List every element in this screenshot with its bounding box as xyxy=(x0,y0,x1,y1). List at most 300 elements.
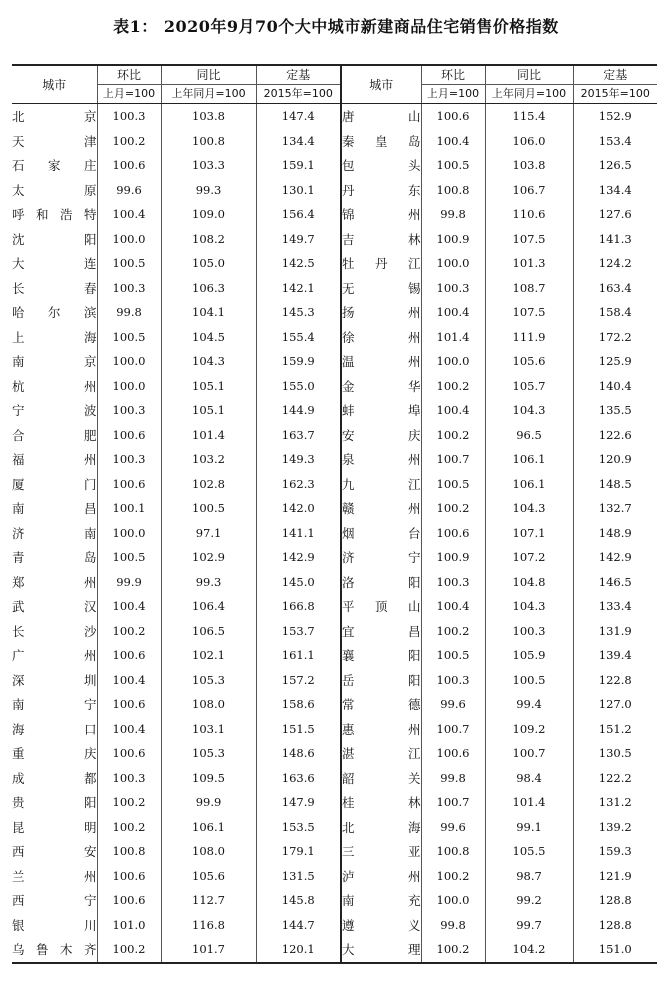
base-yoy-left: 上年同月=100 xyxy=(161,85,256,104)
fixed-value-left: 131.5 xyxy=(256,864,341,889)
fixed-value-right: 120.9 xyxy=(573,447,657,472)
city-name-right: 金华 xyxy=(341,374,421,399)
mom-value-left: 100.1 xyxy=(97,496,161,521)
mom-value-right: 100.2 xyxy=(421,496,485,521)
city-name-right: 大理 xyxy=(341,937,421,963)
fixed-value-right: 153.4 xyxy=(573,129,657,154)
mom-value-left: 100.6 xyxy=(97,741,161,766)
city-name-right: 平顶山 xyxy=(341,594,421,619)
city-name-right: 遵义 xyxy=(341,913,421,938)
city-name-left: 沈阳 xyxy=(12,231,97,247)
mom-value-left: 100.4 xyxy=(97,594,161,619)
table-row xyxy=(12,643,657,668)
table-row xyxy=(12,521,657,546)
table-row xyxy=(12,815,657,840)
yoy-value-left: 105.6 xyxy=(161,864,256,889)
mom-value-left: 100.6 xyxy=(97,153,161,178)
city-name-right: 济宁 xyxy=(341,545,421,570)
yoy-value-left: 108.0 xyxy=(161,839,256,864)
yoy-value-left: 103.8 xyxy=(161,104,256,129)
yoy-value-right: 105.5 xyxy=(485,839,573,864)
table-row xyxy=(12,227,657,252)
yoy-value-left: 105.3 xyxy=(161,741,256,766)
base-fixed-right: 2015年=100 xyxy=(573,85,657,104)
table-title: 表1： 2020年9月70个大中城市新建商品住宅销售价格指数 xyxy=(113,17,559,36)
city-name-right: 锦州 xyxy=(341,202,421,227)
city-name-right: 南充 xyxy=(341,888,421,913)
fixed-value-right: 134.4 xyxy=(573,178,657,203)
yoy-value-right: 98.4 xyxy=(485,766,573,791)
table-row xyxy=(12,545,657,570)
fixed-value-left: 158.6 xyxy=(256,692,341,717)
yoy-value-right: 99.2 xyxy=(485,888,573,913)
mom-value-left: 100.8 xyxy=(97,839,161,864)
mom-value-right: 100.6 xyxy=(421,741,485,766)
city-name-right: 赣州 xyxy=(341,496,421,521)
mom-value-left: 100.6 xyxy=(97,864,161,889)
fixed-value-left: 163.7 xyxy=(256,423,341,448)
yoy-value-left: 103.2 xyxy=(161,447,256,472)
col-header-yoy-left: 同比 xyxy=(161,65,256,85)
city-name-right: 丹东 xyxy=(341,178,421,203)
fixed-value-left: 144.7 xyxy=(256,913,341,938)
city-name-left: 西宁 xyxy=(12,893,97,909)
yoy-value-left: 101.4 xyxy=(161,423,256,448)
yoy-value-right: 100.5 xyxy=(485,668,573,693)
fixed-value-left: 179.1 xyxy=(256,839,341,864)
table-row xyxy=(12,741,657,766)
city-name-right: 三亚 xyxy=(341,839,421,864)
table-row xyxy=(12,325,657,350)
yoy-value-right: 106.0 xyxy=(485,129,573,154)
mom-value-left: 100.2 xyxy=(97,790,161,815)
yoy-value-left: 99.9 xyxy=(161,790,256,815)
city-name-left: 上海 xyxy=(12,329,97,345)
city-name-left: 武汉 xyxy=(12,599,97,615)
mom-value-left: 100.6 xyxy=(97,423,161,448)
header-row xyxy=(12,65,657,85)
yoy-value-right: 104.2 xyxy=(485,937,573,963)
mom-value-right: 100.4 xyxy=(421,594,485,619)
fixed-value-left: 144.9 xyxy=(256,398,341,423)
fixed-value-right: 127.6 xyxy=(573,202,657,227)
fixed-value-right: 148.9 xyxy=(573,521,657,546)
city-name-right: 九江 xyxy=(341,472,421,497)
yoy-value-right: 107.1 xyxy=(485,521,573,546)
fixed-value-right: 122.2 xyxy=(573,766,657,791)
fixed-value-left: 153.7 xyxy=(256,619,341,644)
fixed-value-left: 159.9 xyxy=(256,349,341,374)
fixed-value-left: 153.5 xyxy=(256,815,341,840)
mom-value-left: 100.4 xyxy=(97,717,161,742)
mom-value-left: 100.2 xyxy=(97,619,161,644)
fixed-value-right: 163.4 xyxy=(573,276,657,301)
fixed-value-left: 145.3 xyxy=(256,300,341,325)
city-name-right: 岳阳 xyxy=(341,668,421,693)
city-name-left: 昆明 xyxy=(12,819,97,835)
mom-value-right: 99.8 xyxy=(421,766,485,791)
fixed-value-left: 149.7 xyxy=(256,227,341,252)
mom-value-left: 99.8 xyxy=(97,300,161,325)
city-name-left: 长春 xyxy=(12,280,97,296)
fixed-value-left: 141.1 xyxy=(256,521,341,546)
yoy-value-right: 115.4 xyxy=(485,104,573,129)
yoy-value-left: 106.5 xyxy=(161,619,256,644)
fixed-value-right: 135.5 xyxy=(573,398,657,423)
yoy-value-right: 110.6 xyxy=(485,202,573,227)
city-name-left: 贵阳 xyxy=(12,795,97,811)
city-name-left: 深圳 xyxy=(12,672,97,688)
fixed-value-left: 163.6 xyxy=(256,766,341,791)
city-name-left: 银川 xyxy=(12,917,97,933)
mom-value-left: 100.5 xyxy=(97,251,161,276)
table-row xyxy=(12,447,657,472)
mom-value-right: 101.4 xyxy=(421,325,485,350)
mom-value-left: 100.0 xyxy=(97,349,161,374)
fixed-value-right: 139.4 xyxy=(573,643,657,668)
yoy-value-right: 106.1 xyxy=(485,472,573,497)
mom-value-left: 100.2 xyxy=(97,937,161,963)
fixed-value-left: 142.9 xyxy=(256,545,341,570)
city-name-right: 无锡 xyxy=(341,276,421,301)
mom-value-right: 100.5 xyxy=(421,153,485,178)
fixed-value-right: 128.8 xyxy=(573,913,657,938)
mom-value-right: 100.0 xyxy=(421,349,485,374)
yoy-value-left: 103.3 xyxy=(161,153,256,178)
mom-value-left: 100.6 xyxy=(97,472,161,497)
yoy-value-right: 105.6 xyxy=(485,349,573,374)
fixed-value-left: 134.4 xyxy=(256,129,341,154)
yoy-value-right: 104.8 xyxy=(485,570,573,595)
mom-value-left: 100.3 xyxy=(97,766,161,791)
city-name-left: 宁波 xyxy=(12,403,97,419)
fixed-value-right: 130.5 xyxy=(573,741,657,766)
fixed-value-right: 126.5 xyxy=(573,153,657,178)
col-header-mom-right: 环比 xyxy=(421,65,485,85)
mom-value-right: 100.9 xyxy=(421,545,485,570)
city-name-right: 惠州 xyxy=(341,717,421,742)
table-row xyxy=(12,104,657,129)
yoy-value-left: 100.5 xyxy=(161,496,256,521)
col-header-fixed-left: 定基 xyxy=(256,65,341,85)
mom-value-right: 100.6 xyxy=(421,521,485,546)
mom-value-right: 100.7 xyxy=(421,717,485,742)
fixed-value-left: 142.5 xyxy=(256,251,341,276)
base-yoy-right: 上年同月=100 xyxy=(485,85,573,104)
mom-value-right: 99.8 xyxy=(421,202,485,227)
mom-value-left: 100.3 xyxy=(97,104,161,129)
yoy-value-right: 99.7 xyxy=(485,913,573,938)
fixed-value-left: 166.8 xyxy=(256,594,341,619)
table-row xyxy=(12,178,657,203)
yoy-value-left: 100.8 xyxy=(161,129,256,154)
city-name-right: 北海 xyxy=(341,815,421,840)
mom-value-left: 100.3 xyxy=(97,276,161,301)
table-row xyxy=(12,472,657,497)
fixed-value-left: 155.0 xyxy=(256,374,341,399)
header-base-row xyxy=(12,85,657,104)
fixed-value-left: 156.4 xyxy=(256,202,341,227)
mom-value-right: 100.4 xyxy=(421,300,485,325)
table-row xyxy=(12,668,657,693)
mom-value-right: 100.2 xyxy=(421,937,485,963)
table-body xyxy=(12,104,657,963)
fixed-value-left: 142.1 xyxy=(256,276,341,301)
yoy-value-left: 104.1 xyxy=(161,300,256,325)
yoy-value-right: 96.5 xyxy=(485,423,573,448)
fixed-value-right: 142.9 xyxy=(573,545,657,570)
city-name-right: 扬州 xyxy=(341,300,421,325)
yoy-value-left: 103.1 xyxy=(161,717,256,742)
fixed-value-left: 148.6 xyxy=(256,741,341,766)
fixed-value-right: 125.9 xyxy=(573,349,657,374)
fixed-value-left: 145.0 xyxy=(256,570,341,595)
col-header-fixed-right: 定基 xyxy=(573,65,657,85)
yoy-value-left: 102.8 xyxy=(161,472,256,497)
city-name-right: 包头 xyxy=(341,153,421,178)
mom-value-right: 100.3 xyxy=(421,668,485,693)
yoy-value-right: 106.1 xyxy=(485,447,573,472)
yoy-value-left: 108.2 xyxy=(161,227,256,252)
fixed-value-right: 141.3 xyxy=(573,227,657,252)
mom-value-left: 100.6 xyxy=(97,643,161,668)
city-name-right: 安庆 xyxy=(341,423,421,448)
city-name-right: 洛阳 xyxy=(341,570,421,595)
mom-value-right: 100.5 xyxy=(421,643,485,668)
yoy-value-right: 108.7 xyxy=(485,276,573,301)
city-name-left: 南昌 xyxy=(12,501,97,517)
mom-value-right: 100.6 xyxy=(421,104,485,129)
mom-value-left: 100.6 xyxy=(97,888,161,913)
fixed-value-left: 149.3 xyxy=(256,447,341,472)
city-name-left: 海口 xyxy=(12,721,97,737)
yoy-value-left: 109.5 xyxy=(161,766,256,791)
table-row xyxy=(12,423,657,448)
fixed-value-left: 120.1 xyxy=(256,937,341,963)
city-name-right: 蚌埠 xyxy=(341,398,421,423)
mom-value-left: 100.0 xyxy=(97,521,161,546)
city-name-left: 郑州 xyxy=(12,574,97,590)
yoy-value-left: 105.0 xyxy=(161,251,256,276)
fixed-value-right: 128.8 xyxy=(573,888,657,913)
mom-value-left: 100.5 xyxy=(97,545,161,570)
yoy-value-right: 99.1 xyxy=(485,815,573,840)
yoy-value-right: 111.9 xyxy=(485,325,573,350)
mom-value-right: 100.0 xyxy=(421,251,485,276)
city-name-right: 秦皇岛 xyxy=(341,129,421,154)
table-row xyxy=(12,790,657,815)
mom-value-left: 100.3 xyxy=(97,447,161,472)
city-name-left: 合肥 xyxy=(12,427,97,443)
fixed-value-left: 145.8 xyxy=(256,888,341,913)
mom-value-left: 100.2 xyxy=(97,815,161,840)
fixed-value-right: 121.9 xyxy=(573,864,657,889)
city-name-left: 天津 xyxy=(12,133,97,149)
mom-value-left: 100.4 xyxy=(97,668,161,693)
city-name-left: 重庆 xyxy=(12,746,97,762)
table-row xyxy=(12,570,657,595)
fixed-value-right: 146.5 xyxy=(573,570,657,595)
table-row xyxy=(12,619,657,644)
city-name-left: 厦门 xyxy=(12,476,97,492)
table-row xyxy=(12,717,657,742)
fixed-value-left: 155.4 xyxy=(256,325,341,350)
yoy-value-left: 106.3 xyxy=(161,276,256,301)
table-row xyxy=(12,398,657,423)
yoy-value-right: 104.3 xyxy=(485,496,573,521)
table-row xyxy=(12,692,657,717)
yoy-value-left: 105.1 xyxy=(161,398,256,423)
fixed-value-right: 152.9 xyxy=(573,104,657,129)
mom-value-right: 100.5 xyxy=(421,472,485,497)
mom-value-right: 100.2 xyxy=(421,619,485,644)
city-name-right: 桂林 xyxy=(341,790,421,815)
yoy-value-left: 99.3 xyxy=(161,570,256,595)
table-row xyxy=(12,276,657,301)
mom-value-right: 100.4 xyxy=(421,398,485,423)
yoy-value-left: 102.1 xyxy=(161,643,256,668)
fixed-value-right: 158.4 xyxy=(573,300,657,325)
table-row xyxy=(12,202,657,227)
mom-value-right: 99.8 xyxy=(421,913,485,938)
fixed-value-right: 124.2 xyxy=(573,251,657,276)
table-row xyxy=(12,888,657,913)
fixed-value-right: 122.8 xyxy=(573,668,657,693)
table-row xyxy=(12,374,657,399)
mom-value-right: 100.3 xyxy=(421,570,485,595)
yoy-value-right: 100.7 xyxy=(485,741,573,766)
table-row xyxy=(12,129,657,154)
fixed-value-right: 131.2 xyxy=(573,790,657,815)
yoy-value-right: 107.5 xyxy=(485,300,573,325)
yoy-value-right: 106.7 xyxy=(485,178,573,203)
city-name-right: 徐州 xyxy=(341,325,421,350)
yoy-value-left: 105.3 xyxy=(161,668,256,693)
fixed-value-right: 131.9 xyxy=(573,619,657,644)
city-name-left: 杭州 xyxy=(12,378,97,394)
city-name-left: 石家庄 xyxy=(12,158,97,174)
yoy-value-left: 104.5 xyxy=(161,325,256,350)
city-name-left: 广州 xyxy=(12,648,97,664)
yoy-value-left: 108.0 xyxy=(161,692,256,717)
col-header-city-right: 城市 xyxy=(341,65,421,104)
mom-value-left: 100.6 xyxy=(97,692,161,717)
yoy-value-right: 99.4 xyxy=(485,692,573,717)
col-header-mom-left: 环比 xyxy=(97,65,161,85)
city-name-left: 大连 xyxy=(12,256,97,272)
price-index-table xyxy=(12,64,657,964)
mom-value-right: 100.2 xyxy=(421,374,485,399)
table-row xyxy=(12,594,657,619)
yoy-value-left: 104.3 xyxy=(161,349,256,374)
fixed-value-right: 151.2 xyxy=(573,717,657,742)
city-name-right: 泉州 xyxy=(341,447,421,472)
city-name-left: 南宁 xyxy=(12,697,97,713)
city-name-left: 北京 xyxy=(12,109,97,125)
fixed-value-left: 162.3 xyxy=(256,472,341,497)
mom-value-right: 100.4 xyxy=(421,129,485,154)
city-name-left: 兰州 xyxy=(12,868,97,884)
fixed-value-right: 159.3 xyxy=(573,839,657,864)
fixed-value-left: 159.1 xyxy=(256,153,341,178)
fixed-value-right: 140.4 xyxy=(573,374,657,399)
fixed-value-left: 151.5 xyxy=(256,717,341,742)
city-name-right: 烟台 xyxy=(341,521,421,546)
mom-value-left: 100.0 xyxy=(97,374,161,399)
mom-value-right: 100.0 xyxy=(421,888,485,913)
fixed-value-left: 147.4 xyxy=(256,104,341,129)
mom-value-left: 100.5 xyxy=(97,325,161,350)
table-row xyxy=(12,496,657,521)
mom-value-left: 101.0 xyxy=(97,913,161,938)
table-row xyxy=(12,300,657,325)
mom-value-right: 100.7 xyxy=(421,790,485,815)
fixed-value-right: 139.2 xyxy=(573,815,657,840)
yoy-value-left: 97.1 xyxy=(161,521,256,546)
yoy-value-right: 107.2 xyxy=(485,545,573,570)
mom-value-right: 100.2 xyxy=(421,423,485,448)
mom-value-right: 99.6 xyxy=(421,692,485,717)
table-row xyxy=(12,864,657,889)
city-name-right: 泸州 xyxy=(341,864,421,889)
mom-value-left: 100.0 xyxy=(97,227,161,252)
col-header-yoy-right: 同比 xyxy=(485,65,573,85)
fixed-value-left: 147.9 xyxy=(256,790,341,815)
fixed-value-right: 151.0 xyxy=(573,937,657,963)
mom-value-right: 100.8 xyxy=(421,839,485,864)
city-name-right: 唐山 xyxy=(341,104,421,129)
yoy-value-left: 106.1 xyxy=(161,815,256,840)
table-row xyxy=(12,913,657,938)
yoy-value-right: 104.3 xyxy=(485,398,573,423)
city-name-right: 牡丹江 xyxy=(341,251,421,276)
city-name-left: 呼和浩特 xyxy=(12,207,97,223)
city-name-right: 常德 xyxy=(341,692,421,717)
city-name-left: 成都 xyxy=(12,770,97,786)
city-name-left: 南京 xyxy=(12,354,97,370)
yoy-value-left: 116.8 xyxy=(161,913,256,938)
fixed-value-right: 132.7 xyxy=(573,496,657,521)
base-mom-right: 上月=100 xyxy=(421,85,485,104)
yoy-value-right: 101.4 xyxy=(485,790,573,815)
yoy-value-left: 106.4 xyxy=(161,594,256,619)
yoy-value-right: 101.3 xyxy=(485,251,573,276)
yoy-value-right: 107.5 xyxy=(485,227,573,252)
mom-value-right: 100.7 xyxy=(421,447,485,472)
yoy-value-left: 105.1 xyxy=(161,374,256,399)
fixed-value-left: 157.2 xyxy=(256,668,341,693)
city-name-left: 福州 xyxy=(12,452,97,468)
yoy-value-right: 105.9 xyxy=(485,643,573,668)
base-mom-left: 上月=100 xyxy=(97,85,161,104)
mom-value-right: 100.3 xyxy=(421,276,485,301)
table-row xyxy=(12,839,657,864)
city-name-right: 吉林 xyxy=(341,227,421,252)
yoy-value-right: 100.3 xyxy=(485,619,573,644)
city-name-right: 宜昌 xyxy=(341,619,421,644)
yoy-value-right: 98.7 xyxy=(485,864,573,889)
mom-value-right: 99.6 xyxy=(421,815,485,840)
yoy-value-right: 103.8 xyxy=(485,153,573,178)
yoy-value-left: 102.9 xyxy=(161,545,256,570)
table-row xyxy=(12,766,657,791)
yoy-value-left: 99.3 xyxy=(161,178,256,203)
fixed-value-right: 127.0 xyxy=(573,692,657,717)
fixed-value-right: 148.5 xyxy=(573,472,657,497)
mom-value-left: 99.6 xyxy=(97,178,161,203)
fixed-value-right: 172.2 xyxy=(573,325,657,350)
yoy-value-right: 105.7 xyxy=(485,374,573,399)
